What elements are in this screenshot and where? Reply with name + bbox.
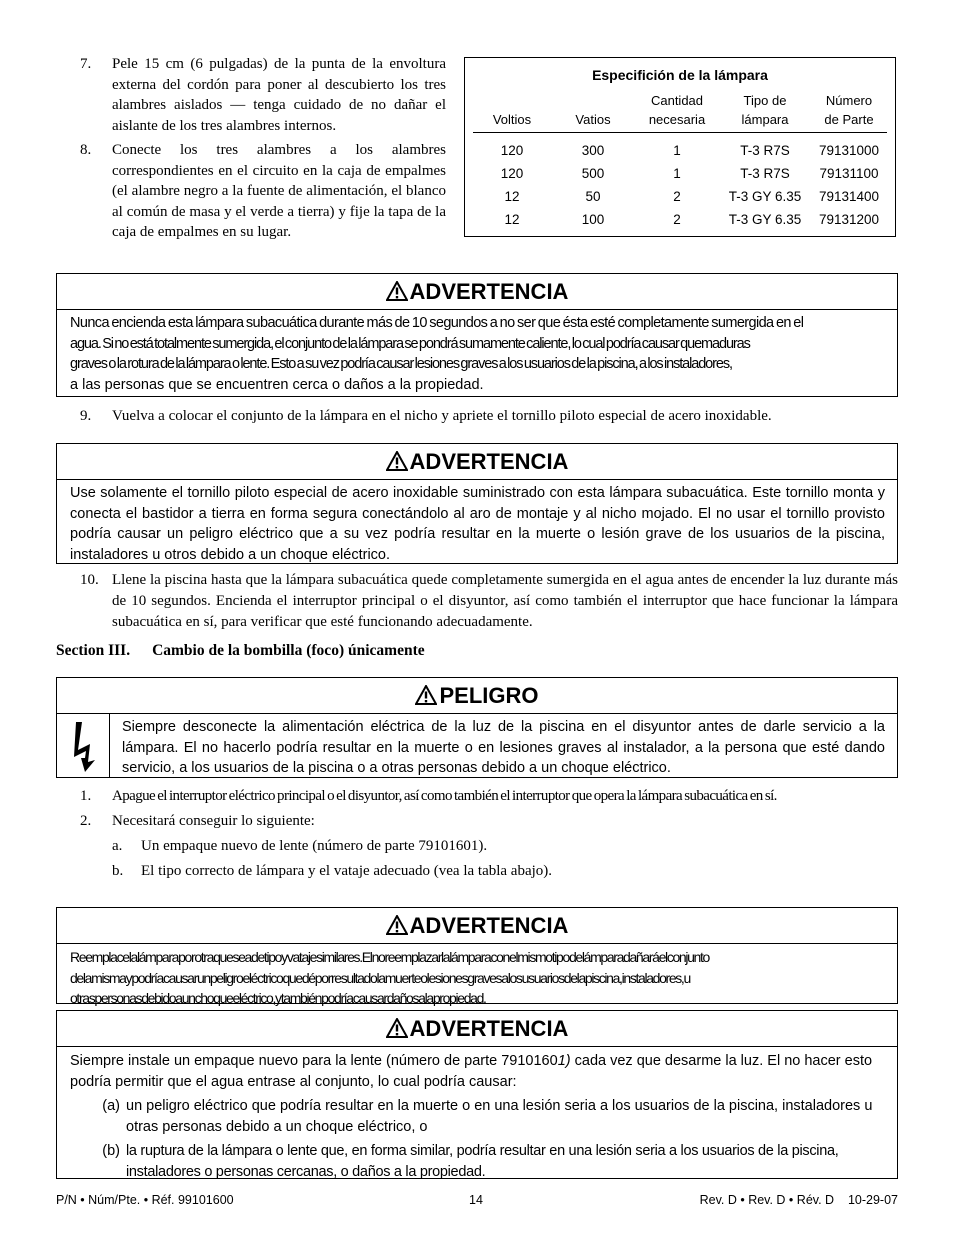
header-watts: Vatios — [551, 91, 635, 133]
electric-shock-icon — [57, 714, 110, 777]
warning-box-1 — [56, 273, 898, 397]
table-cell: 79131000 — [818, 143, 880, 158]
warning-box-2 — [56, 443, 898, 564]
table-cell: T-3 R7S — [740, 143, 790, 158]
warning-box-4 — [56, 1010, 898, 1179]
warning-text — [57, 944, 897, 1012]
section-heading — [56, 642, 447, 660]
spec-table — [473, 91, 887, 231]
table-cell: T-3 GY 6.35 — [728, 189, 802, 204]
table-row — [473, 208, 887, 231]
step-1 — [80, 786, 898, 807]
warning-line: a las personas que se encuentren cerca o daños a la propiedad. — [70, 376, 484, 393]
warning-title: ADVERTENCIA — [409, 279, 569, 304]
spec-header-row — [473, 91, 887, 133]
steps-mid — [80, 786, 898, 882]
warning-box-3 — [56, 907, 898, 1004]
step-text: Vuelva a colocar el conjunto de la lámpara en el nicho y apriete el tornillo piloto especial de acero inoxidable. — [112, 408, 772, 424]
warning-text: Use solamente el tornillo piloto especial de acero inoxidable suministrado con esta lámpara subacuática. Este tornillo monta y conecta el bastidor a tierra en forma segura conectándolo al aro de montaje y al nicho mojado. El no usar el tornillo provisto podría causar un peligro eléctrico que a su vez podría resultar en la muerte o lesión grave de los usuarios de la piscina, instaladores u otros debido a un choque eléctrico. — [70, 485, 885, 563]
step-number: 2. — [80, 813, 92, 829]
table-cell: 300 — [581, 143, 605, 158]
table-cell: T-3 R7S — [740, 166, 790, 181]
table-row — [473, 133, 887, 163]
table-cell: 50 — [585, 189, 601, 204]
step-2 — [80, 811, 898, 832]
section-label: Section III. — [56, 642, 131, 659]
table-row — [473, 162, 887, 185]
table-cell: 120 — [500, 143, 524, 158]
spec-table-title: Especifición de la lámpara — [592, 67, 768, 83]
step-number: 7. — [80, 56, 92, 72]
warning-triangle-icon — [415, 680, 437, 716]
substep-label: b. — [112, 863, 124, 879]
warning-title: ADVERTENCIA — [409, 449, 569, 474]
lamp-spec-table — [464, 57, 896, 237]
substep-label: a. — [112, 838, 123, 854]
danger-text: Siempre desconecte la alimentación eléctrica de la luz de la piscina en el disyuntor antes de darle servicio a la lámpara. El no hacerlo podría resultar en la muerte o en lesiones graves al instalador, a la persona que esté dando servicio, a los usuarios de la piscina o a otras personas debido a un choque eléctrico. — [122, 719, 885, 776]
warning-intro-b: 1) — [557, 1053, 571, 1069]
warning-line: otras personas debido a un choque eléctrico, y también podría causar daños a la propiedad. — [70, 990, 486, 1006]
warning-intro-a: Siempre instale un empaque nuevo para la lente (número de parte 7910160 — [70, 1053, 558, 1069]
danger-header — [57, 678, 897, 714]
step-number: 10. — [80, 572, 99, 588]
table-cell: 120 — [500, 166, 524, 181]
step-row — [80, 570, 898, 633]
table-cell: 1 — [673, 143, 681, 158]
header-volts: Voltios — [473, 91, 551, 133]
table-cell: 79131200 — [818, 212, 880, 227]
warning-header — [57, 274, 897, 310]
steps-top — [80, 54, 446, 247]
step-text: Pele 15 cm (6 pulgadas) de la punta de la envoltura externa del cordón para poner al descubierto los tres alambres aislados — tenga cuidado de no dañar el aislante de los tres alambres internos. — [112, 56, 446, 134]
warning-line: agua. Si no está totalmente sumergida, el conjunto de la lámpara se pondrá sumamente caliente, lo cual podría causar quemaduras — [70, 335, 750, 352]
table-row — [473, 185, 887, 208]
danger-box — [56, 677, 898, 778]
step-number: 1. — [80, 788, 92, 804]
list-item-text: la ruptura de la lámpara o lente que, en forma similar, podría resultar en una lesión seria a los usuarios de la piscina, instaladores o personas cercanas, o daños a la propiedad. — [126, 1143, 839, 1180]
warning-intro-c: cada vez que desarme la luz. El no hacer esto podría permitir que el agua entrase al conjunto, lo cual podría causar: — [70, 1053, 873, 1090]
warning-intro — [70, 1051, 885, 1092]
step-text: Apague el interruptor eléctrico principal o el disyuntor, así como también el interruptor que opera la lámpara subacuática en sí. — [112, 788, 777, 804]
warning-header — [57, 908, 897, 944]
header-part-number — [811, 91, 887, 133]
step-8 — [80, 140, 446, 243]
footer-revision: Rev. D • Rev. D • Rév. D 10-29-07 — [699, 1193, 898, 1207]
step-row — [80, 406, 898, 427]
table-cell: 12 — [504, 212, 520, 227]
header-part-number-text: Número de Parte — [824, 93, 874, 127]
warning-text — [57, 1047, 897, 1185]
table-cell: 2 — [673, 189, 681, 204]
section-title: Cambio de la bombilla (foco) únicamente — [152, 642, 425, 659]
warning-line: Reemplace la lámpara por otra que sea de tipo y vataje similares. El no reemplazar la lámpara con el mismo tipo de lámpara dañará el conjunto — [70, 949, 709, 965]
step-number: 9. — [80, 408, 92, 424]
header-lamp-type — [719, 91, 811, 133]
warning-title: ADVERTENCIA — [409, 1016, 569, 1041]
warning-triangle-icon — [386, 446, 408, 482]
table-cell: 1 — [673, 166, 681, 181]
step-number: 8. — [80, 142, 92, 158]
substep-b — [112, 861, 898, 882]
step-7 — [80, 54, 446, 136]
warning-triangle-icon — [386, 910, 408, 946]
step-text: Llene la piscina hasta que la lámpara subacuática quede completamente sumergida en el agua antes de encender la luz durante más de 10 segundos. Encienda el interruptor principal o el disyuntor, así como también el interruptor que hace funcionar la lámpara subacuática en sí, para verificar que esté funcionando adecuadamente. — [112, 572, 898, 630]
step-10 — [80, 570, 898, 633]
substep-a — [112, 836, 898, 857]
table-cell: 100 — [581, 212, 605, 227]
list-item — [70, 1096, 885, 1137]
warning-line: graves o la rotura de la lámpara o lente. Esto a su vez podría causar lesiones graves a los usuarios de la piscina, a los instaladores, — [70, 356, 732, 372]
step-text: Necesitará conseguir lo siguiente: — [112, 813, 315, 829]
warning-header — [57, 444, 897, 480]
list-item-label: (b) — [102, 1143, 120, 1159]
table-cell: T-3 GY 6.35 — [728, 212, 802, 227]
step-9 — [80, 406, 898, 427]
warning-header — [57, 1011, 897, 1047]
header-quantity — [635, 91, 719, 133]
header-lamp-type-text: Tipo de lámpara — [741, 93, 789, 127]
list-item-label: (a) — [102, 1098, 120, 1114]
danger-body — [57, 714, 897, 777]
step-text: Conecte los tres alambres a los alambres correspondientes en el circuito en la caja de empalmes (el alambre negro a la fuente de alimentación, el blanco al común de masa y el verde a tierra) y fije la tapa de la caja de empalmes en su lugar. — [112, 142, 446, 240]
warning-triangle-icon — [386, 1013, 408, 1049]
table-cell: 79131100 — [819, 166, 879, 181]
table-cell: 79131400 — [818, 189, 880, 204]
list-item-text: un peligro eléctrico que podría resultar en la muerte o en una lesión seria a los usuarios de la piscina, instaladores u otras personas debido a un choque eléctrico, o — [126, 1098, 873, 1135]
warning-triangle-icon — [386, 276, 408, 312]
substep-text: Un empaque nuevo de lente (número de parte 79101601). — [141, 838, 488, 854]
table-cell: 12 — [504, 189, 520, 204]
footer-part-number: P/N • Núm/Pte. • Réf. 99101600 — [56, 1193, 234, 1207]
warning-text — [57, 310, 897, 398]
footer-page-number: 14 — [469, 1193, 483, 1207]
warning-line: Nunca encienda esta lámpara subacuática durante más de 10 segundos a no ser que ésta esté completamente sumergida en el — [70, 315, 804, 331]
substep-text: El tipo correcto de lámpara y el vataje adecuado (vea la tabla abajo). — [141, 863, 553, 879]
table-cell: 2 — [673, 212, 681, 227]
warning-line: de la misma y podría causar un peligro eléctrico que dé por resultado la muerte o lesiones graves a los usuarios de la piscina, instaladores, u — [70, 969, 690, 986]
warning-title: ADVERTENCIA — [409, 913, 569, 938]
list-item — [70, 1141, 885, 1182]
table-cell: 500 — [581, 166, 605, 181]
header-quantity-text: Cantidad necesaria — [648, 93, 706, 127]
danger-title: PELIGRO — [439, 683, 539, 708]
